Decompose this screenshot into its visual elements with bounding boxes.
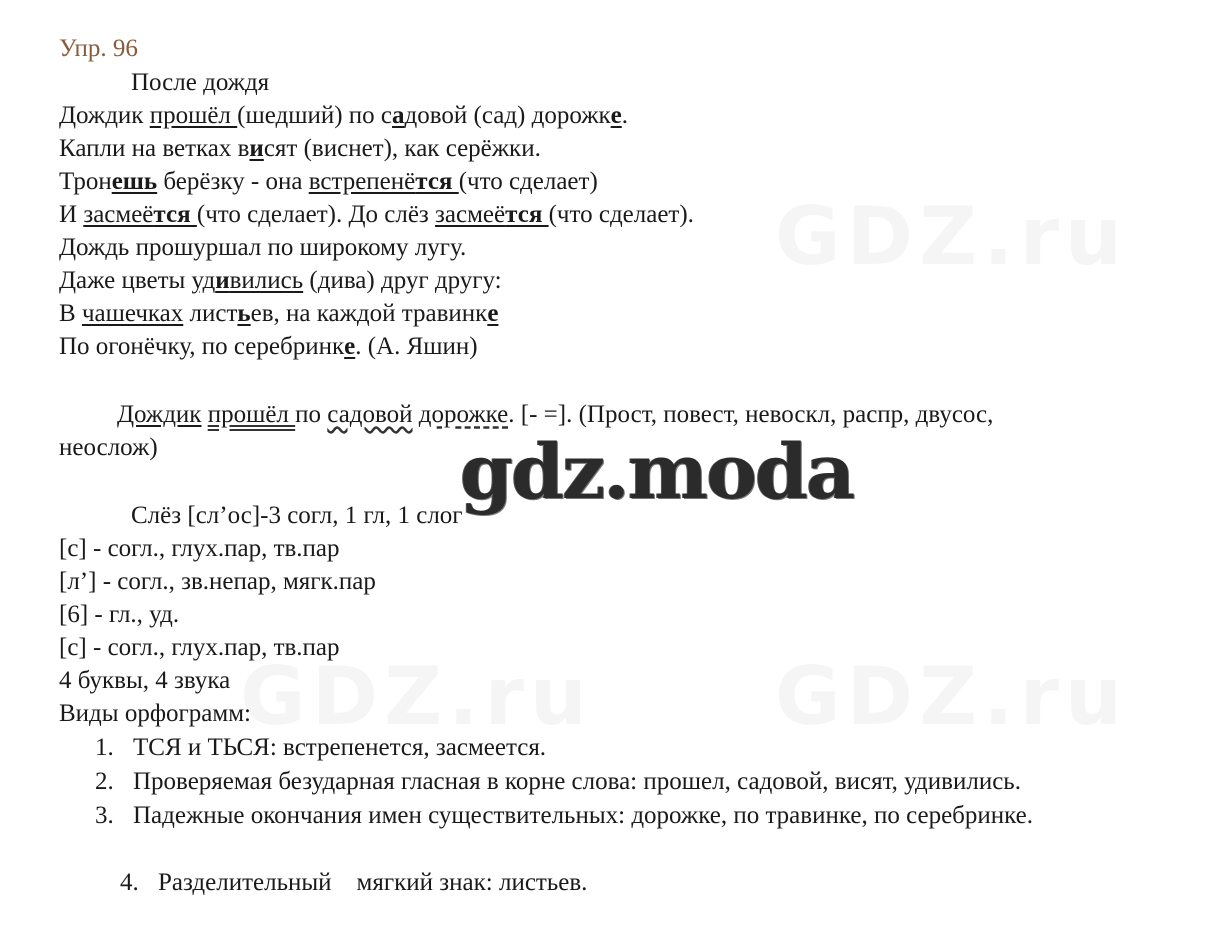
subject: Дождик xyxy=(117,401,202,428)
phonetic-row: 4 буквы, 4 звука xyxy=(59,667,231,694)
attribute: садовой xyxy=(327,401,413,428)
phonetic-row: [с] - согл., глух.пар, тв.пар xyxy=(59,535,340,562)
orthogram-item: 2. Проверяемая безударная гласная в корне слова: прошел, садовой, висят, удивились. xyxy=(95,768,1021,795)
phonetic-row: [6] - гл., уд. xyxy=(59,601,180,628)
sentence-analysis: Дождик прошёл по садовой дорожке. [- =]. (Прост, повест, невоскл, распр, двусос, xyxy=(117,401,994,428)
orthogram-item: 3. Падежные окончания имен существительных: дорожке, по травинке, по серебринке. xyxy=(95,802,1034,829)
poem-line-8: По огонёчку, по серебринке. (А. Яшин) xyxy=(59,333,478,360)
orthogram-item: 4. Разделительный мягкий знак: листьев. xyxy=(120,869,588,896)
exercise-label: Упр. 96 xyxy=(59,35,138,62)
orthograms-heading: Виды орфограмм: xyxy=(59,700,251,727)
poem-line-2: Капли на ветках висят (виснет), как серёжки. xyxy=(59,135,541,162)
phonetic-head: Слёз [сл’ос]-3 согл, 1 гл, 1 слог xyxy=(131,502,463,529)
phonetic-row: [с] - согл., глух.пар, тв.пар xyxy=(59,634,340,661)
phonetic-row: [л’] - согл., зв.непар, мягк.пар xyxy=(59,568,376,595)
poem-line-3: Тронешь берёзку - она встрепенётся (что сделает) xyxy=(59,168,598,195)
poem-title: После дождя xyxy=(131,69,270,96)
poem-line-6: Даже цветы удивились (дива) друг другу: xyxy=(59,267,502,294)
orthogram-item: 1. ТСЯ и ТЬСЯ: встрепенется, засмеется. xyxy=(95,734,547,761)
predicate: прошёл xyxy=(207,401,296,428)
poem-line-7: В чашечках листьев, на каждой травинке xyxy=(59,300,499,327)
object: дорожке xyxy=(418,401,509,428)
poem-line-4: И засмеётся (что сделает). До слёз засмеётся (что сделает). xyxy=(59,201,694,228)
poem-line-1: Дождик прошёл (шедший) по садовой (сад) дорожке. xyxy=(59,102,629,129)
gdz-logo: gdz.moda xyxy=(460,427,854,516)
sentence-analysis-line-2: неослож) xyxy=(59,434,158,461)
poem-line-5: Дождь прошуршал по широкому лугу. xyxy=(59,234,467,261)
